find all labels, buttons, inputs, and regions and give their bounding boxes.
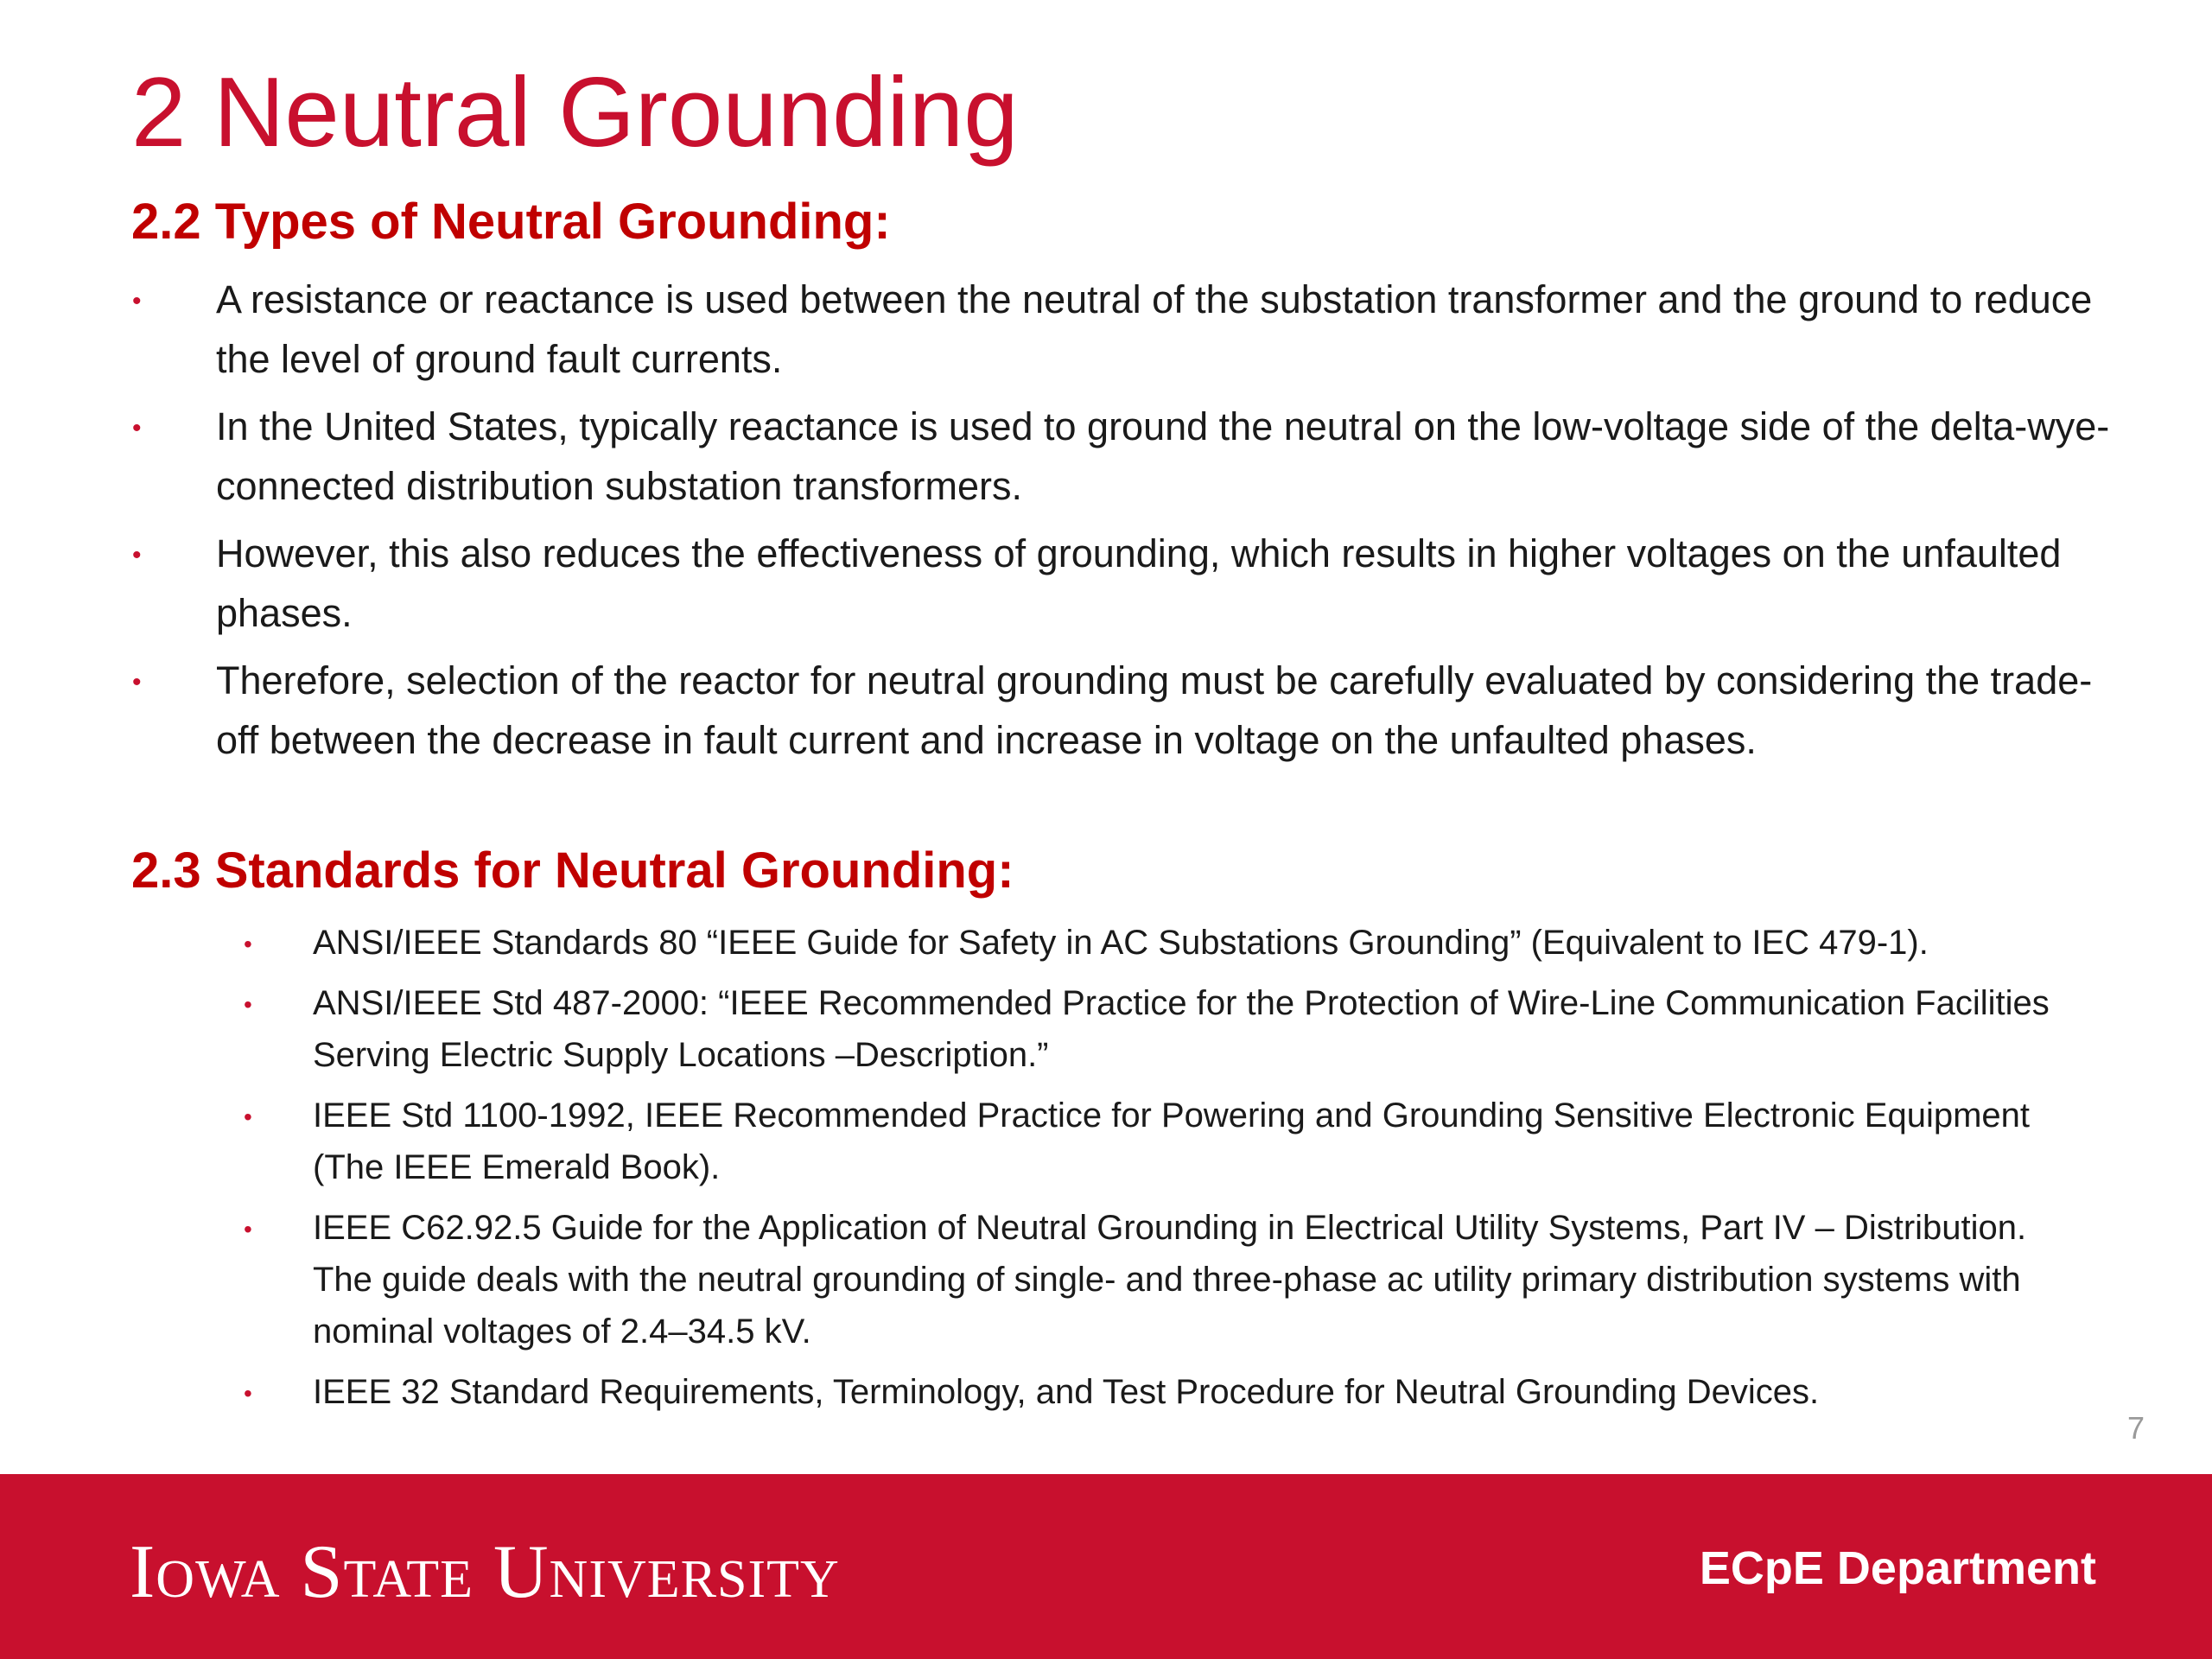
bullet-text: ANSI/IEEE Std 487-2000: “IEEE Recommended Practice for the Protection of Wire-Line Communication Facilities Serving Electric Supply Locations –Description.”: [313, 984, 2050, 1074]
footer-bar: [0, 1474, 2212, 1659]
list-item: [244, 977, 2093, 1081]
list-item: [132, 651, 2117, 770]
bullet-dot-icon: •: [244, 1103, 252, 1130]
bullet-text: A resistance or reactance is used between the neutral of the substation transformer and the ground to reduce the level of ground fault currents.: [216, 277, 2093, 381]
bullet-text: IEEE Std 1100-1992, IEEE Recommended Practice for Powering and Grounding Sensitive Electronic Equipment (The IEEE Emerald Book).: [313, 1096, 2031, 1186]
list-item: [244, 917, 2093, 969]
bullet-text: ANSI/IEEE Standards 80 “IEEE Guide for Safety in AC Substations Grounding” (Equivalent to IEC 479-1).: [313, 924, 1929, 962]
list-item: [132, 270, 2117, 389]
list-item: [244, 1090, 2093, 1193]
list-item: [132, 524, 2117, 643]
bullet-dot-icon: •: [244, 991, 252, 1018]
section-heading-standards: 2.3 Standards for Neutral Grounding:: [131, 842, 1014, 899]
bullet-text: IEEE 32 Standard Requirements, Terminology, and Test Procedure for Neutral Grounding Devices.: [313, 1373, 1820, 1411]
slide-title: 2 Neutral Grounding: [131, 58, 1019, 168]
types-bullet-list: [132, 270, 2117, 778]
bullet-dot-icon: •: [244, 1216, 252, 1243]
bullet-text: Therefore, selection of the reactor for neutral grounding must be carefully evaluated by considering the trade-off between the decrease in fault current and increase in voltage on the unfaulted phases.: [216, 658, 2093, 762]
page-number: 7: [2126, 1410, 2145, 1446]
bullet-text: However, this also reduces the effectiveness of grounding, which results in higher voltages on the unfaulted phases.: [216, 531, 2062, 635]
bullet-dot-icon: •: [244, 1380, 252, 1407]
list-item: [244, 1366, 2093, 1418]
bullet-text: In the United States, typically reactance is used to ground the neutral on the low-voltage side of the delta-wye-connected distribution substation transformers.: [216, 404, 2110, 508]
university-wordmark: Iowa State University: [130, 1530, 840, 1614]
standards-bullet-list: [244, 917, 2093, 1427]
bullet-dot-icon: •: [244, 931, 252, 957]
bullet-dot-icon: •: [132, 541, 142, 569]
list-item: [244, 1202, 2093, 1357]
bullet-text: IEEE C62.92.5 Guide for the Application of Neutral Grounding in Electrical Utility Systems, Part IV – Distribution. The guide deals with the neutral grounding of single- and three-phase ac utility primary distribution systems with nominal voltages of 2.4–34.5 kV.: [313, 1209, 2027, 1351]
bullet-dot-icon: •: [132, 287, 142, 315]
department-label: ECpE Department: [1699, 1542, 2096, 1594]
bullet-dot-icon: •: [132, 414, 142, 442]
section-heading-types: 2.2 Types of Neutral Grounding:: [131, 194, 891, 250]
bullet-dot-icon: •: [132, 668, 142, 696]
list-item: [132, 397, 2117, 516]
